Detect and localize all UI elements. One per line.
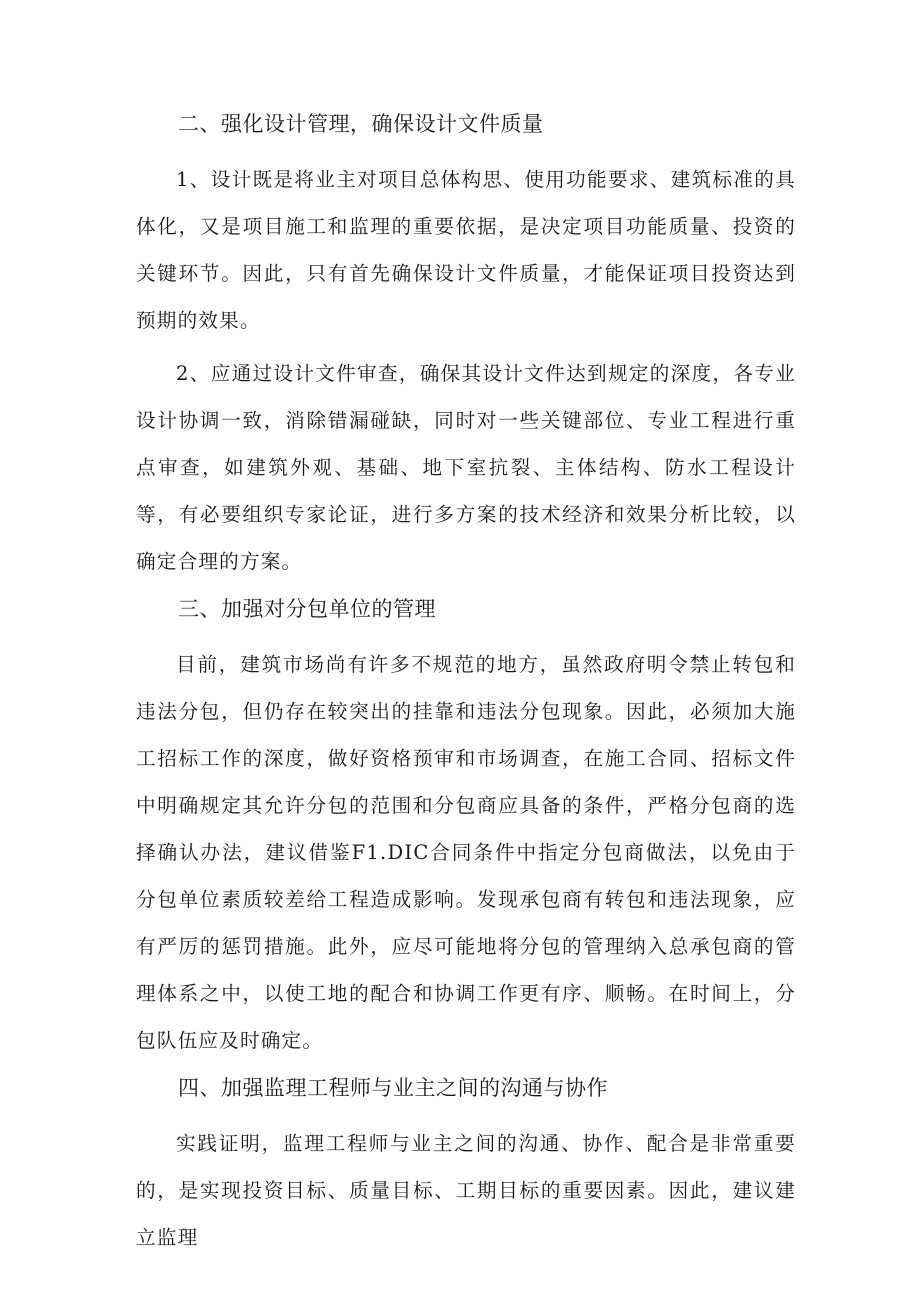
document-body bbox=[136, 108, 796, 1261]
paragraph-subcontract: 目前，建筑市场尚有许多不规范的地方，虽然政府明令禁止转包和违法分包，但仍存在较突出的挂靠和违法分包现象。因此，必须加大施工招标工作的深度，做好资格预审和市场调查，在施工合同、招标文件中明确规定其允许分包的范围和分包商应具备的条件，严格分包商的选择确认办法，建议借鉴F1.DIC合同条件中指定分包商做法，以免由于分包单位素质较差给工程造成影响。发现承包商有转包和违法现象，应有严厉的惩罚措施。此外，应尽可能地将分包的管理纳入总承包商的管理体系之中，以使工地的配合和协调工作更有序、顺畅。在时间上，分包队伍应及时确定。 bbox=[136, 653, 796, 1052]
paragraph-design-1: 1、设计既是将业主对项目总体构思、使用功能要求、建筑标准的具体化，又是项目施工和监理的重要依据，是决定项目功能质量、投资的关键环节。因此，只有首先确保设计文件质量，才能保证项目投资达到预期的效果。 bbox=[136, 168, 796, 332]
section-heading-communication: 四、加强监理工程师与业主之间的沟通与协作 bbox=[178, 1076, 608, 1100]
paragraph-communication: 实践证明，监理工程师与业主之间的沟通、协作、配合是非常重要的，是实现投资目标、质量目标、工期目标的重要因素。因此，建议建立监理 bbox=[136, 1132, 796, 1249]
paragraph-design-2: 2、应通过设计文件审查，确保其设计文件达到规定的深度，各专业设计协调一致，消除错漏碰缺，同时对一些关键部位、专业工程进行重点审查，如建筑外观、基础、地下室抗裂、主体结构、防水工程设计等，有必要组织专家论证，进行多方案的技术经济和效果分析比较，以确定合理的方案。 bbox=[136, 362, 796, 573]
section-heading-subcontract-management: 三、加强对分包单位的管理 bbox=[178, 597, 436, 621]
section-heading-design-management: 二、强化设计管理，确保设计文件质量 bbox=[178, 112, 544, 136]
